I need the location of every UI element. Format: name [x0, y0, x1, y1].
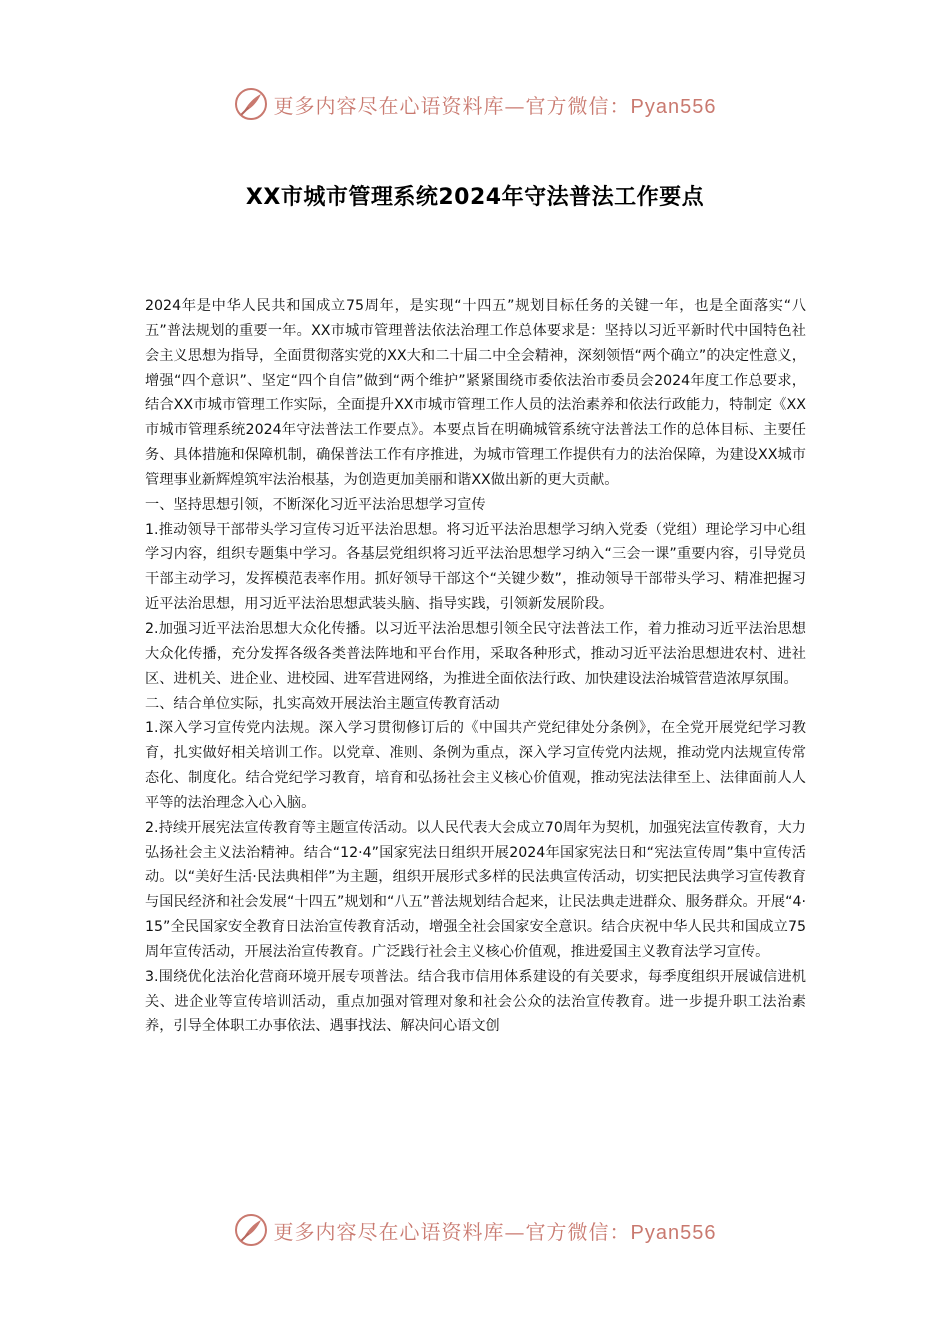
document-title: XX市城市管理系统2024年守法普法工作要点	[245, 185, 705, 210]
header-banner-text: 更多内容尽在心语资料库—官方微信：Pyan556	[273, 93, 717, 118]
body-paragraph: 2.加强习近平法治思想大众化传播。以习近平法治思想引领全民守法普法工作，着力推动习近平法治思想大众化传播，充分发挥各级各类普法阵地和平台作用，采取各种形式，推动习近平法治思想进农村、进社区、进机关、进企业、进校园、进军营进网络，为推进全面依法行政、加快建设法治城管营造浓厚氛围。	[145, 620, 806, 687]
body-paragraph: 1.推动领导干部带头学习宣传习近平法治思想。将习近平法治思想学习纳入党委（党组）理论学习中心组学习内容，组织专题集中学习。各基层党组织将习近平法治思想学习纳入“三会一课”重要内容，引导党员干部主动学习，发挥模范表率作用。抓好领导干部这个“关键少数”，推动领导干部带头学习、精准把握习近平法治思想，用习近平法治思想武装头脑、指导实践，引领新发展阶段。	[145, 521, 806, 613]
body-paragraph: 3.围绕优化法治化营商环境开展专项普法。结合我市信用体系建设的有关要求，每季度组织开展诚信进机关、进企业等宣传培训活动，重点加强对管理对象和社会公众的法治宣传教育。进一步提升职工法治素养，引导全体职工办事依法、遇事找法、解决问心语文创	[145, 968, 806, 1035]
document-body	[145, 294, 806, 1039]
feather-pen-logo-icon	[234, 1213, 268, 1247]
footer-wechat-id: Pyan556	[630, 1221, 717, 1244]
feather-pen-logo-icon	[234, 87, 268, 121]
header-wechat-id: Pyan556	[630, 95, 717, 118]
section-heading-2: 二、结合单位实际，扎实高效开展法治主题宣传教育活动	[145, 695, 500, 712]
footer-banner-text: 更多内容尽在心语资料库—官方微信：Pyan556	[273, 1219, 717, 1244]
footer-banner	[0, 1210, 950, 1250]
body-paragraph: 1.深入学习宣传党内法规。深入学习贯彻修订后的《中国共产党纪律处分条例》，在全党开展党纪学习教育，扎实做好相关培训工作。以党章、准则、条例为重点，深入学习宣传党内法规，推动党内法规宣传常态化、制度化。结合党纪学习教育，培育和弘扬社会主义核心价值观，推动宪法法律至上、法律面前人人平等的法治理念入心入脑。	[145, 720, 806, 811]
body-paragraph: 2.持续开展宪法宣传教育等主题宣传活动。以人民代表大会成立70周年为契机，加强宪法宣传教育，大力弘扬社会主义法治精神。结合“12·4”国家宪法日组织开展2024年国家宪法日和“宪法宣传周”集中宣传活动。以“美好生活·民法典相伴”为主题，组织开展形式多样的民法典宣传活动，切实把民法典学习宣传教育与国民经济和社会发展“十四五”规划和“八五”普法规划结合起来，让民法典走进群众、服务群众。开展“4·15”全民国家安全教育日法治宣传教育活动，增强全社会国家安全意识。结合庆祝中华人民共和国成立75周年宣传活动，开展法治宣传教育。广泛践行社会主义核心价值观，推进爱国主义教育法学习宣传。	[145, 819, 806, 960]
intro-paragraph: 2024年是中华人民共和国成立75周年，是实现“十四五”规划目标任务的关键一年，也是全面落实“八五”普法规划的重要一年。XX市城市管理普法依法治理工作总体要求是：坚持以习近平新时代中国特色社会主义思想为指导，全面贯彻落实党的XX大和二十届二中全会精神，深刻领悟“两个确立”的决定性意义，增强“四个意识”、坚定“四个自信”做到“两个维护”紧紧围绕市委依法治市委员会2024年度工作总要求，结合XX市城市管理工作实际，全面提升XX市城市管理工作人员的法治素养和依法行政能力，特制定《XX市城市管理系统2024年守法普法工作要点》。本要点旨在明确城管系统守法普法工作的总体目标、主要任务、具体措施和保障机制，确保普法工作有序推进，为城市管理工作提供有力的法治保障，为建设XX城市管理事业新辉煌筑牢法治根基，为创造更加美丽和谐XX做出新的更大贡献。	[145, 298, 806, 488]
header-banner	[0, 84, 950, 124]
section-heading-1: 一、坚持思想引领，不断深化习近平法治思想学习宣传	[145, 496, 486, 513]
